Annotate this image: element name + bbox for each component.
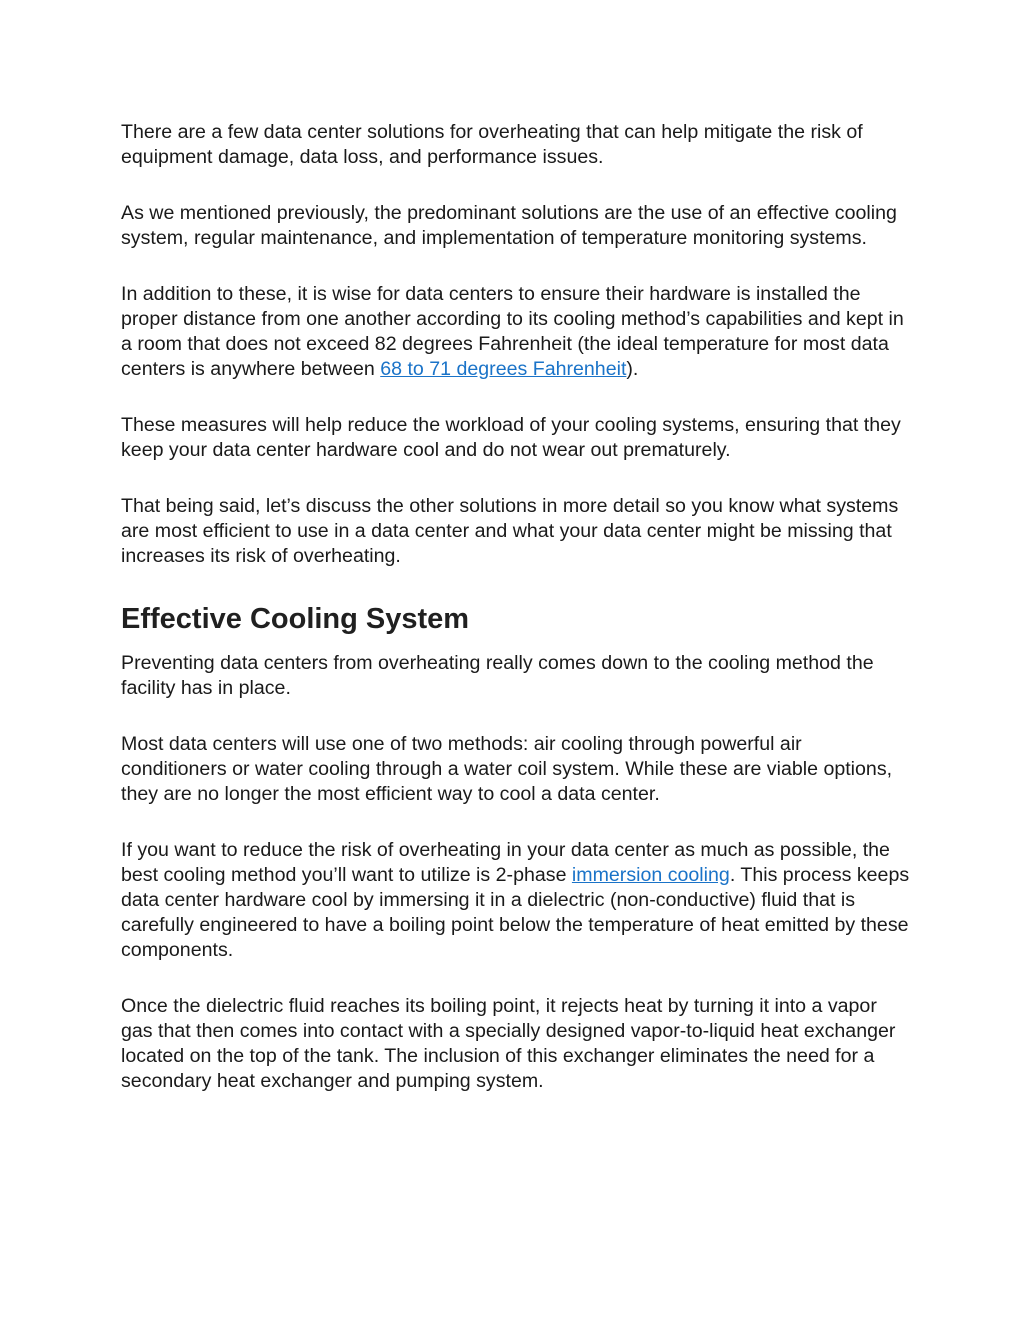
section-paragraph-3-text-after: . This process keeps data center hardware cool by immersing it in a dielectric (non-conductive) fluid that is carefully engineered to have a boiling point below the temperature of heat emitted by these components.: [121, 864, 910, 961]
section-paragraph-3-text-before: If you want to reduce the risk of overheating in your data center as much as possible, the best cooling method you’ll want to utilize is 2-phase: [121, 839, 890, 886]
section-paragraph-2: Most data centers will use one of two methods: air cooling through powerful air conditioners or water cooling through a water coil system. While these are viable options, they are no longer the most efficient way to cool a data center.: [121, 733, 893, 805]
intro-paragraph-1: There are a few data center solutions for overheating that can help mitigate the risk of equipment damage, data loss, and performance issues.: [121, 121, 863, 168]
intro-paragraph-5: That being said, let’s discuss the other solutions in more detail so you know what systems are most efficient to use in a data center and what your data center might be missing that increases its risk of overheating.: [121, 495, 899, 567]
intro-paragraph-2: As we mentioned previously, the predominant solutions are the use of an effective cooling system, regular maintenance, and implementation of temperature monitoring systems.: [121, 202, 897, 249]
section-paragraph-3: [121, 838, 911, 963]
section-paragraph-1: Preventing data centers from overheating really comes down to the cooling method the facility has in place.: [121, 652, 874, 699]
intro-paragraph-3-text-before: In addition to these, it is wise for data centers to ensure their hardware is installed the proper distance from one another according to its cooling method’s capabilities and kept in a room that does not exceed 82 degrees Fahrenheit (the ideal temperature for most data centers is anywhere between: [121, 283, 904, 380]
section-paragraph-4: Once the dielectric fluid reaches its boiling point, it rejects heat by turning it into a vapor gas that then comes into contact with a specially designed vapor-to-liquid heat exchanger located on the top of the tank. The inclusion of this exchanger eliminates the need for a secondary heat exchanger and pumping system.: [121, 995, 896, 1092]
intro-paragraph-4: These measures will help reduce the workload of your cooling systems, ensuring that they keep your data center hardware cool and do not wear out prematurely.: [121, 414, 901, 461]
section-heading: Effective Cooling System: [121, 603, 470, 635]
temperature-range-link[interactable]: 68 to 71 degrees Fahrenheit: [380, 358, 627, 380]
intro-paragraph-3-text-after: ).: [626, 358, 639, 380]
intro-paragraph-3: [121, 282, 911, 382]
document-page: [121, 120, 911, 1125]
immersion-cooling-link[interactable]: immersion cooling: [571, 864, 730, 886]
